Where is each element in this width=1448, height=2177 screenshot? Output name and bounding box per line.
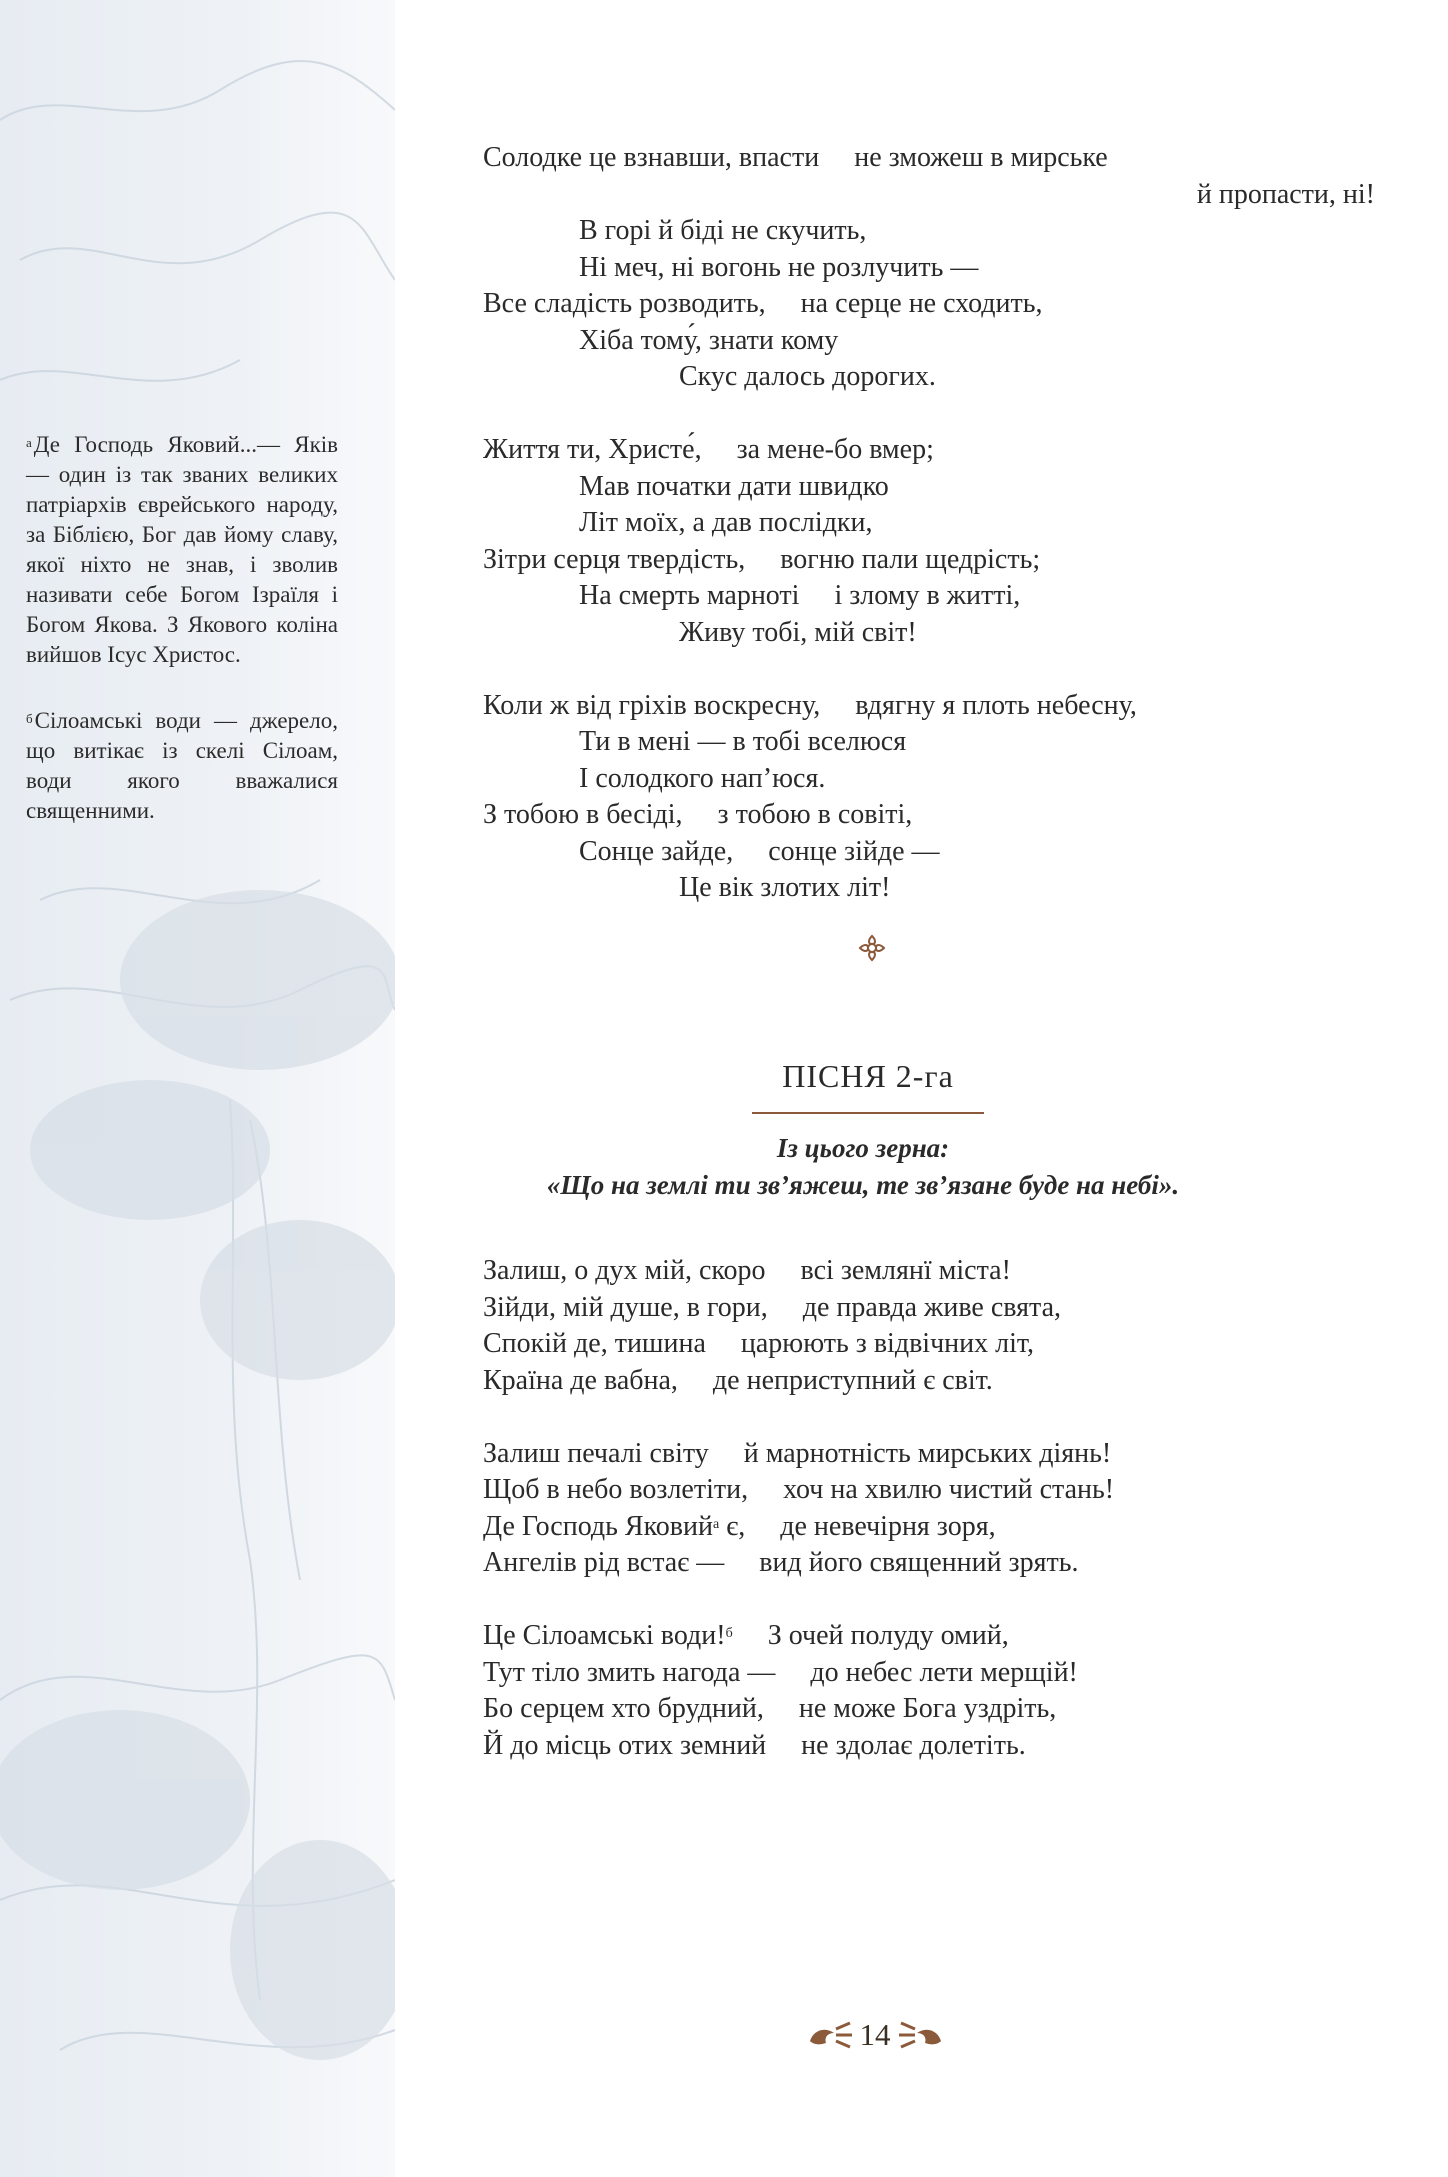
left-leaf-ornament-icon <box>806 2019 854 2051</box>
verse-line: Зітри серця твердість, вогню пали щедрість; <box>483 543 1041 575</box>
verse-line: Бо серцем хто брудний, не може Бога уздріть, <box>483 1693 1057 1724</box>
footnote-a <box>26 430 338 670</box>
right-leaf-ornament-icon <box>897 2019 945 2051</box>
engraving-illustration <box>0 0 395 2177</box>
verse-line: Тут тіло змить нагода — до небес лети мерщій! <box>483 1656 1078 1688</box>
verse-line: Коли ж від гріхів воскресну, вдягну я плоть небесну, <box>483 689 1137 721</box>
verse-line: Країна де вабна, де неприступний є світ. <box>483 1364 993 1396</box>
epigraph-line: Із цього зерна: <box>776 1133 950 1163</box>
verse-line: й пропасти, ні! <box>1196 178 1375 210</box>
footnote-marker: а <box>26 435 32 450</box>
verse-line: Ти в мені — в тобі вселюся <box>579 726 907 757</box>
verse-line: Залиш, о дух мій, скоро всі землянї міста! <box>483 1255 1011 1286</box>
verse-line: Ангелів рід встає — вид його священний зрять. <box>483 1547 1079 1578</box>
verse-line: Ні меч, ні вогонь не розлучить — <box>579 251 979 283</box>
verse-line: І солодкого нап’юся. <box>579 762 826 794</box>
flower-ornament-icon <box>857 933 887 963</box>
footnote-b <box>26 706 338 826</box>
footnote-ref-b[interactable]: б <box>725 1626 733 1641</box>
epigraph-line: «Що на землі ти зв’яжеш, те зв’язане буде на небі». <box>546 1170 1180 1200</box>
verse-text: Це Сілоамські води! <box>483 1620 726 1651</box>
verse-line: Літ моїх, а дав послідки, <box>579 507 873 538</box>
verse-line: Скус далось дорогих. <box>679 361 936 392</box>
verse-line: З тобою в бесіді, з тобою в совіті, <box>483 799 913 830</box>
epigraph <box>483 1130 1243 1204</box>
side-illustration <box>0 0 395 2177</box>
verse-line: В горі й біді не скучить, <box>579 215 867 246</box>
verse-line: Залиш печалі світу й марнотність мирських діянь! <box>483 1437 1112 1469</box>
verse-text: З очей полуду омий, <box>732 1620 1009 1651</box>
verse-text: є, де невечірня зоря, <box>719 1510 996 1542</box>
footnote-text: Сілоамські води — джерело, що витікає із скелі Сілоам, води якого вважалися священними. <box>26 708 338 823</box>
footnote-text: Де Господь Яковий...— Яків — один із так званих великих патріархів єврейського народу, за Біблією, Бог дав йому славу, якої ніхто не знав, і зволив називати себе Богом Ізраїля і Богом Якова. З Якового коліна вийшов Ісус Христос. <box>26 432 338 667</box>
verse-line: Хіба тому́, знати кому <box>579 324 839 356</box>
verse-line: Зійди, мій душе, в гори, де правда живе свята, <box>483 1291 1061 1323</box>
verse-line: Все сладість розводить, на серце не сходить, <box>483 288 1043 319</box>
footnote-marker: б <box>26 711 33 726</box>
verse-line <box>483 1509 1403 1546</box>
footnote-ref-a[interactable]: а <box>712 1516 720 1532</box>
verse-line: Мав початки дати швидко <box>579 470 889 502</box>
verse-line <box>483 1618 1403 1655</box>
song-one-stanzas <box>483 140 1403 907</box>
verse-line: Сонце зайде, сонце зійде — <box>579 835 940 867</box>
verse-text: Де Господь Яковий <box>483 1510 713 1542</box>
verse-line: Живу тобі, мій світ! <box>679 616 917 648</box>
page-footer <box>790 2010 960 2060</box>
verse-line: Це вік злотих літ! <box>679 872 891 903</box>
verse-line: Життя ти, Христе́, за мене-бо вмер; <box>483 434 934 465</box>
footnotes <box>26 430 338 862</box>
title-divider <box>752 1112 984 1114</box>
verse-line: Спокій де, тишина царюють з відвічних літ, <box>483 1328 1035 1359</box>
verse-line: Солодке це взнавши, впасти не зможеш в мирське <box>483 142 1108 173</box>
song-two-stanzas <box>483 1253 1403 1764</box>
song-title: ПІСНЯ 2-га <box>782 1058 954 1094</box>
page-number: 14 <box>859 2017 891 2052</box>
verse-line: Й до місць отих земний не здолає долетіть. <box>483 1729 1026 1761</box>
verse-line: Щоб в небо возлетіти, хоч на хвилю чистий стань! <box>483 1474 1115 1505</box>
verse-line: На смерть марноті і злому в житті, <box>579 580 1021 611</box>
